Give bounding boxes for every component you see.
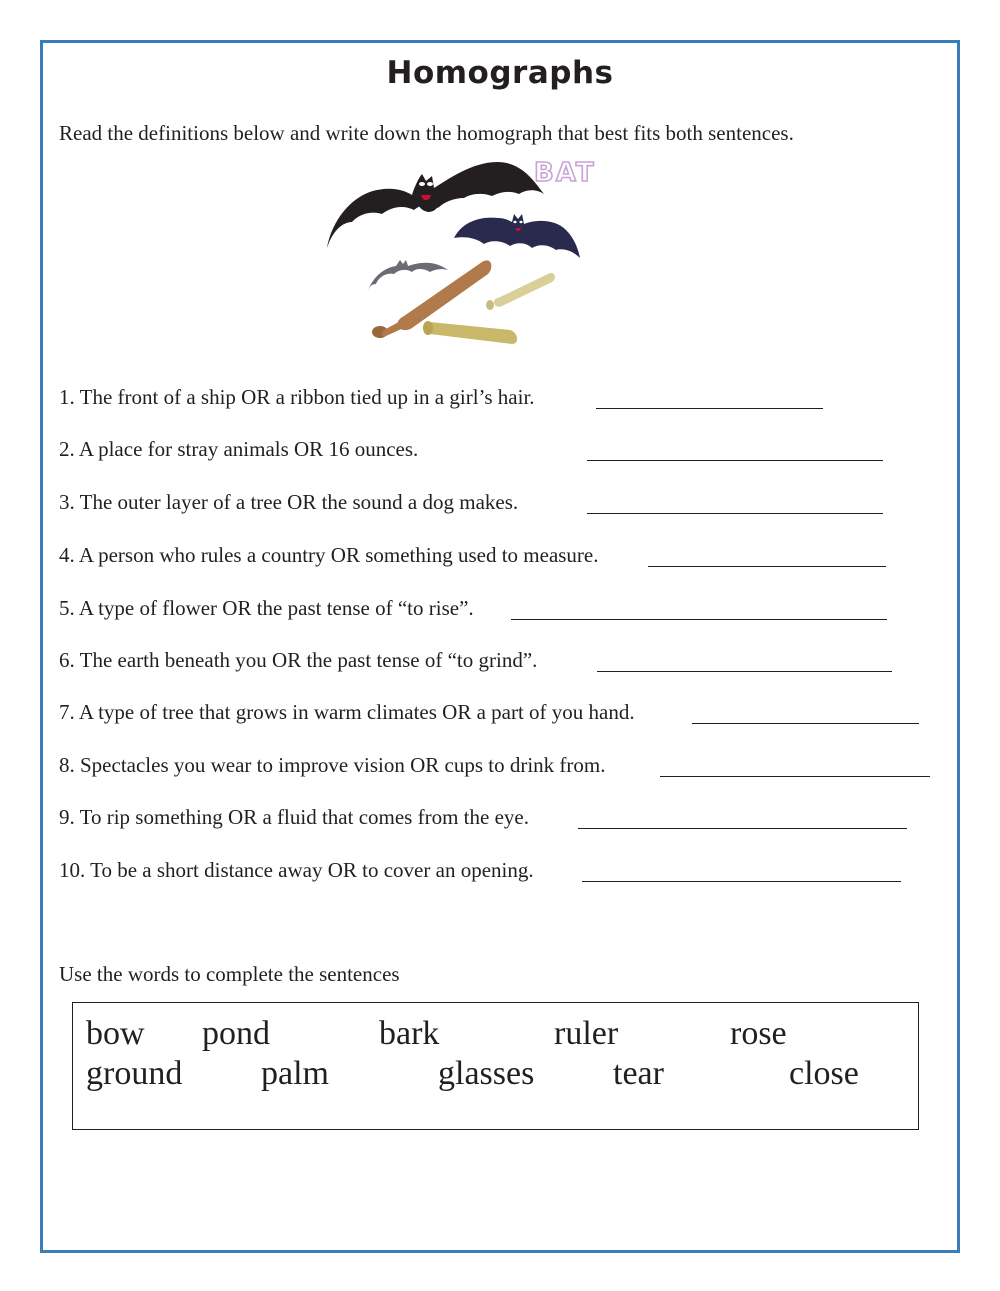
word-bank-word: bark	[379, 1015, 440, 1052]
page-title: Homographs	[386, 55, 614, 91]
word-bank-box	[72, 1002, 919, 1130]
answer-blank-2[interactable]	[587, 460, 883, 461]
question-7: 7. A type of tree that grows in warm climates OR a part of you hand.	[59, 700, 635, 724]
word-bank-word: glasses	[438, 1055, 535, 1092]
question-3: 3. The outer layer of a tree OR the sound a dog makes.	[59, 490, 519, 514]
medium-bat-icon	[454, 214, 580, 258]
answer-blank-6[interactable]	[597, 671, 892, 672]
bat-illustration	[322, 150, 622, 355]
question-4: 4. A person who rules a country OR something used to measure.	[59, 543, 599, 567]
question-10: 10. To be a short distance away OR to cover an opening.	[59, 858, 534, 882]
word-bank-word: ground	[86, 1055, 183, 1092]
answer-blank-4[interactable]	[648, 566, 886, 567]
word-bank-word: palm	[261, 1055, 329, 1092]
answer-blank-8[interactable]	[660, 776, 930, 777]
answer-blank-9[interactable]	[578, 828, 907, 829]
light-baseball-bat-icon	[486, 273, 555, 310]
answer-blank-5[interactable]	[511, 619, 887, 620]
small-bat-icon	[368, 260, 448, 290]
instructions-text: Read the definitions below and write down the homograph that best fits both sentences.	[59, 121, 794, 145]
answer-blank-10[interactable]	[582, 881, 901, 882]
word-bank-word: ruler	[554, 1015, 619, 1052]
question-2: 2. A place for stray animals OR 16 ounces.	[59, 437, 419, 461]
word-bank-word: pond	[202, 1015, 270, 1052]
question-5: 5. A type of flower OR the past tense of “to rise”.	[59, 596, 474, 620]
yellow-baseball-bat-icon	[423, 321, 517, 344]
word-bank-word: tear	[613, 1055, 664, 1092]
answer-blank-7[interactable]	[692, 723, 919, 724]
answer-blank-3[interactable]	[587, 513, 883, 514]
question-8: 8. Spectacles you wear to improve vision OR cups to drink from.	[59, 753, 606, 777]
word-bank-word: bow	[86, 1015, 145, 1052]
answer-blank-1[interactable]	[596, 408, 823, 409]
word-bank-word: close	[789, 1055, 859, 1092]
question-9: 9. To rip something OR a fluid that comes from the eye.	[59, 805, 529, 829]
question-6: 6. The earth beneath you OR the past tense of “to grind”.	[59, 648, 538, 672]
bat-label: BAT	[534, 158, 596, 188]
word-bank-instructions: Use the words to complete the sentences	[59, 962, 400, 986]
word-bank-word: rose	[730, 1015, 787, 1052]
question-1: 1. The front of a ship OR a ribbon tied up in a girl’s hair.	[59, 385, 535, 409]
